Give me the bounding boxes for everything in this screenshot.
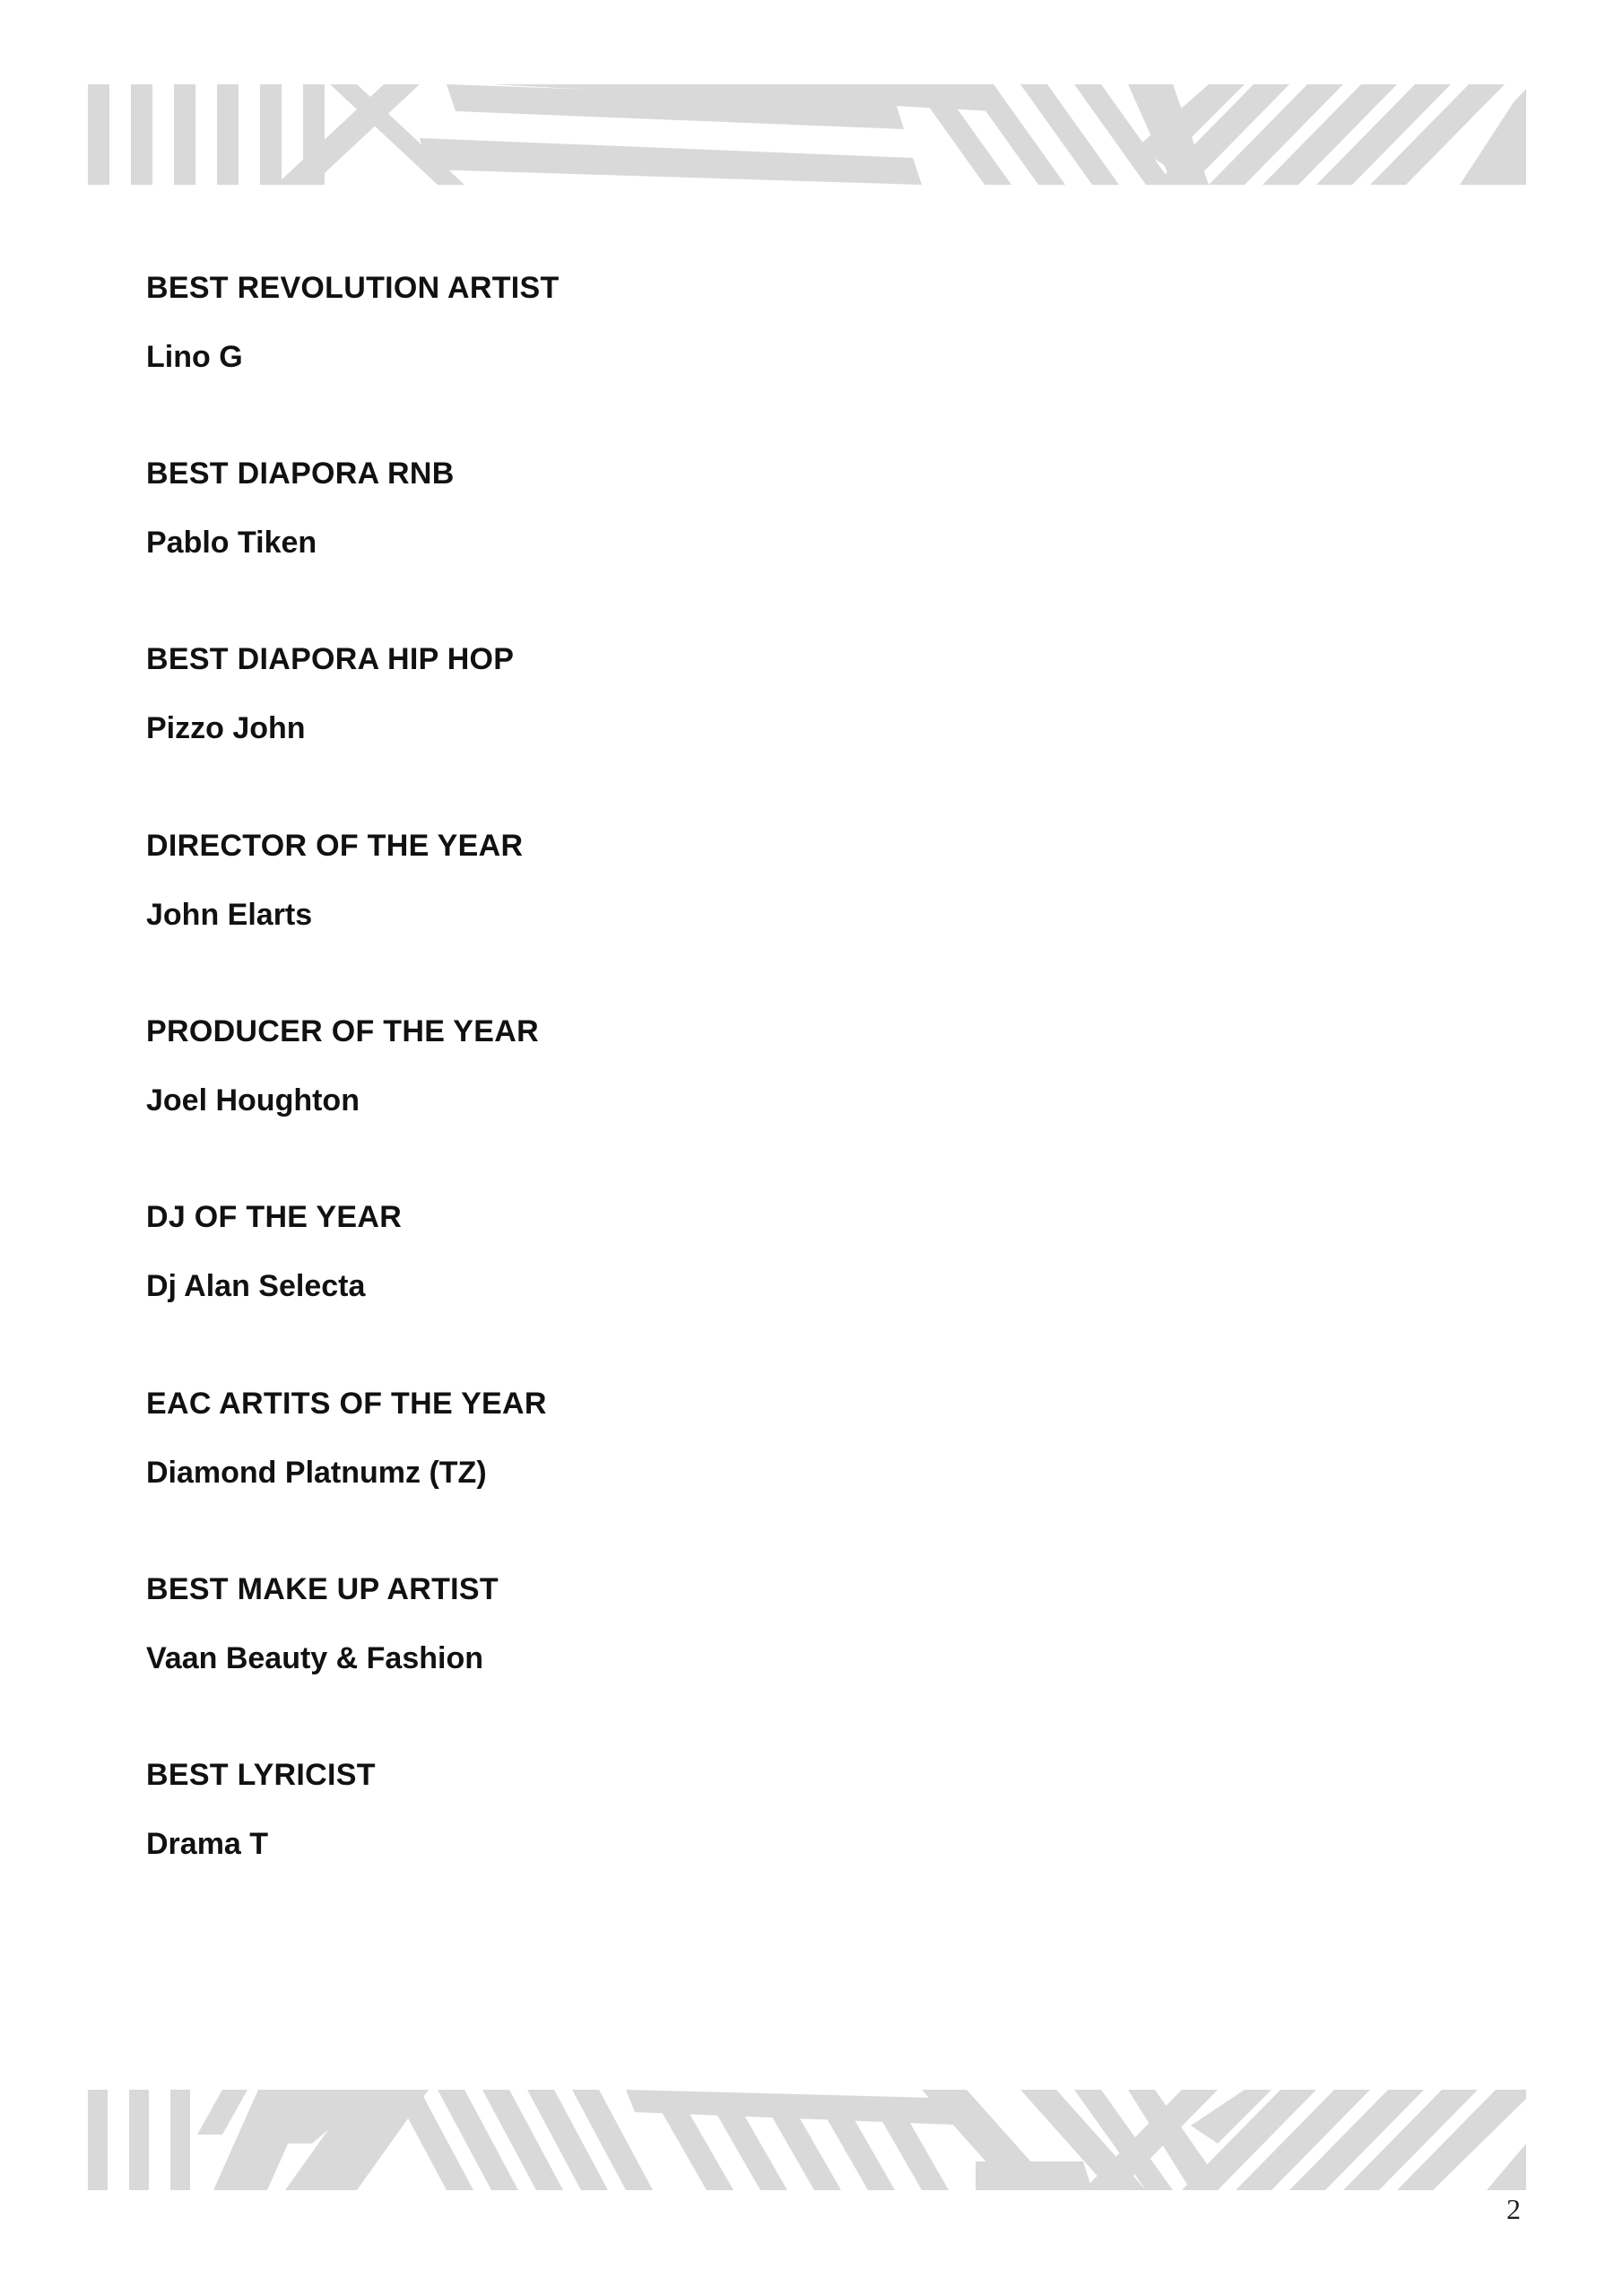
award-category: DJ OF THE YEAR bbox=[146, 1200, 403, 1234]
award-winner: Lino G bbox=[146, 340, 243, 374]
award-winner: Drama T bbox=[146, 1827, 269, 1861]
award-winner: Vaan Beauty & Fashion bbox=[146, 1641, 483, 1675]
award-item bbox=[146, 1758, 376, 1862]
award-category: BEST DIAPORA RNB bbox=[146, 457, 455, 491]
award-winner: John Elarts bbox=[146, 898, 313, 932]
award-winner: Joel Houghton bbox=[146, 1083, 360, 1118]
award-category: BEST LYRICIST bbox=[146, 1758, 376, 1792]
award-item bbox=[146, 457, 455, 561]
award-item bbox=[146, 642, 514, 746]
stripe-pattern-top bbox=[88, 84, 1526, 185]
award-category: BEST REVOLUTION ARTIST bbox=[146, 271, 560, 305]
page-number: 2 bbox=[1506, 2193, 1521, 2225]
award-item bbox=[146, 1014, 539, 1118]
award-winner: Pablo Tiken bbox=[146, 526, 317, 560]
award-winner: Pizzo John bbox=[146, 711, 306, 745]
award-category: EAC ARTITS OF THE YEAR bbox=[146, 1387, 547, 1421]
footer-stripe-band bbox=[88, 2090, 1526, 2190]
award-winner: Dj Alan Selecta bbox=[146, 1269, 366, 1303]
award-category: BEST MAKE UP ARTIST bbox=[146, 1572, 499, 1606]
award-winner: Diamond Platnumz (TZ) bbox=[146, 1456, 487, 1490]
header-stripe-band bbox=[88, 84, 1526, 185]
award-category: PRODUCER OF THE YEAR bbox=[146, 1014, 539, 1048]
award-item bbox=[146, 829, 523, 933]
award-item bbox=[146, 271, 560, 375]
award-item bbox=[146, 1200, 402, 1304]
award-item bbox=[146, 1387, 547, 1491]
award-category: BEST DIAPORA HIP HOP bbox=[146, 642, 515, 676]
stripe-pattern-bottom bbox=[88, 2090, 1526, 2190]
award-item bbox=[146, 1572, 499, 1676]
award-category: DIRECTOR OF THE YEAR bbox=[146, 829, 524, 863]
